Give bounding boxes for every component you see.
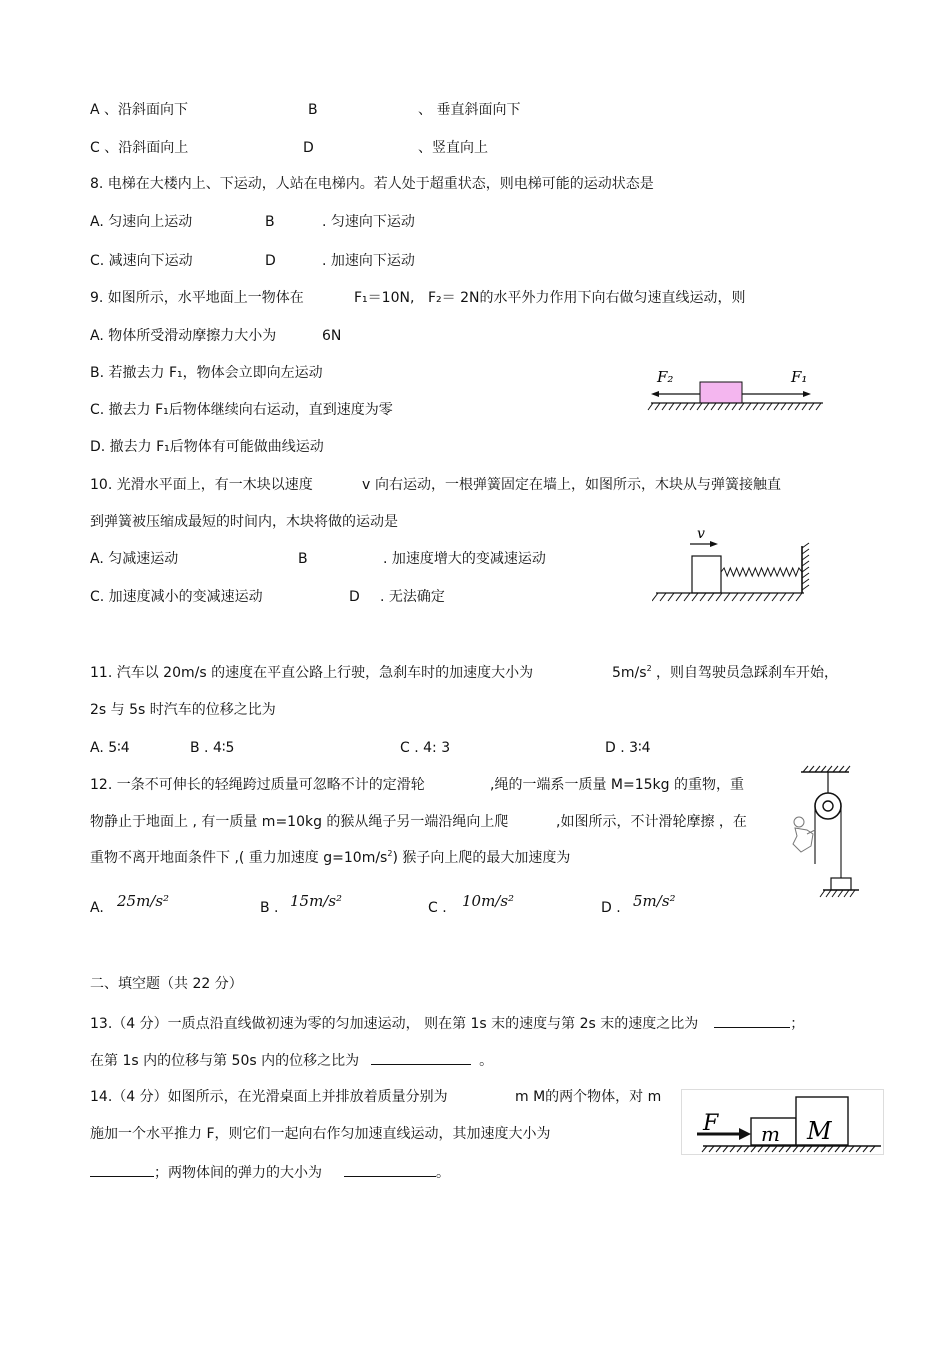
- hatch-mark: [774, 403, 779, 410]
- hatch-mark: [756, 593, 762, 601]
- q10-stem-line1-suffix: 向右运动，一根弹簧固定在墙上，如图所示，木块从与弹簧接触直: [375, 477, 781, 493]
- hatch-mark: [816, 403, 821, 410]
- q7-option-a: A 、沿斜面向下: [90, 102, 189, 118]
- hatch-mark: [833, 766, 838, 772]
- hatch-mark: [850, 890, 855, 897]
- q12-option-a-value: 25m/s²: [117, 892, 170, 910]
- q9-option-d: D. 撤去力 F₁后物体有可能做曲线运动: [90, 439, 324, 455]
- q10-block: [692, 556, 721, 593]
- q9-option-b: B. 若撤去力 F₁，物体会立即向左运动: [90, 365, 323, 381]
- q12-pulley-axle: [823, 801, 833, 811]
- q13-blank-2[interactable]: [371, 1050, 471, 1065]
- hatch-mark: [748, 593, 754, 601]
- hatch-mark: [815, 766, 820, 772]
- q9-figure-label-right: F₁: [791, 368, 808, 386]
- hatch-mark: [832, 890, 837, 897]
- hatch-mark: [839, 766, 844, 772]
- q11-acceleration: $5m/s^2$: [612, 664, 652, 681]
- hatch-mark: [802, 567, 809, 572]
- q12-option-a-letter: A.: [90, 900, 104, 916]
- q12-stem-line2-suffix: ,如图所示，不计滑轮摩擦 ，在: [556, 814, 747, 830]
- hatch-mark: [802, 561, 809, 566]
- q10-ground-hatch: [652, 593, 802, 601]
- hatch-mark: [760, 403, 765, 410]
- q10-option-d-text: . 无法确定: [380, 589, 445, 605]
- q14-figure: [681, 1089, 884, 1155]
- hatch-mark: [767, 403, 772, 410]
- hatch-mark: [803, 766, 808, 772]
- q11-option-a: A. 5∶4: [90, 740, 130, 756]
- hatch-mark: [669, 403, 674, 410]
- hatch-mark: [802, 579, 809, 584]
- hatch-mark: [724, 593, 730, 601]
- hatch-mark: [795, 403, 800, 410]
- q8-option-b-text: . 匀速向下运动: [322, 214, 415, 230]
- hatch-mark: [802, 543, 809, 548]
- q13-line1: 13.（4 分）一质点沿直线做初速为零的匀加速运动， 则在第 1s 末的速度与第 2s 末的速度之比为 ；: [90, 1013, 804, 1033]
- q8-option-c: C. 减速向下运动: [90, 253, 193, 269]
- hatch-mark: [844, 890, 849, 897]
- q11-option-b: B . 4∶5: [190, 740, 235, 756]
- q11-stem-line1-prefix: 11. 汽车以 20m/s 的速度在平直公路上行驶，急刹车时的加速度大小为: [90, 665, 534, 681]
- hatch-mark: [692, 593, 698, 601]
- hatch-mark: [676, 593, 682, 601]
- hatch-mark: [718, 403, 723, 410]
- hatch-mark: [809, 766, 814, 772]
- q9-block: [700, 382, 742, 403]
- q11-acceleration-exponent: 2: [646, 664, 652, 673]
- q8-option-b-letter: B: [265, 214, 275, 230]
- q11-stem-line1-suffix: ，则自驾驶员急踩刹车开始，: [656, 665, 838, 681]
- q10-option-c: C. 加速度减小的变减速运动: [90, 589, 263, 605]
- q13-line2: 在第 1s 内的位移与第 50s 内的位移之比为 。: [90, 1050, 493, 1070]
- hatch-mark: [802, 555, 809, 560]
- hatch-mark: [764, 593, 770, 601]
- hatch-mark: [788, 593, 794, 601]
- hatch-mark: [820, 890, 825, 897]
- hatch-mark: [660, 593, 666, 601]
- q10-stem-v: v: [362, 477, 371, 493]
- hatch-mark: [802, 573, 809, 578]
- q10-wall-hatch: [802, 543, 809, 590]
- q14-line2: 施加一个水平推力 F，则它们一起向右作匀加速直线运动，其加速度大小为: [90, 1126, 551, 1142]
- q14-line1-mid: m M的两个物体，对 m: [515, 1089, 662, 1105]
- hatch-mark: [802, 549, 809, 554]
- q9-figure: [645, 362, 830, 414]
- hatch-mark: [676, 403, 681, 410]
- hatch-mark: [781, 403, 786, 410]
- q14-blank-2[interactable]: [344, 1162, 436, 1177]
- hatch-mark: [716, 593, 722, 601]
- q14-line1-prefix: 14.（4 分）如图所示，在光滑桌面上并排放着质量分别为: [90, 1089, 448, 1105]
- hatch-mark: [826, 890, 831, 897]
- q10-option-a: A. 匀减速运动: [90, 551, 179, 567]
- q10-velocity-arrowhead-icon: [710, 541, 718, 547]
- q12-option-c-letter: C .: [428, 900, 447, 916]
- hatch-mark: [668, 593, 674, 601]
- hatch-mark: [697, 403, 702, 410]
- q12-stem-line1-prefix: 12. 一条不可伸长的轻绳跨过质量可忽略不计的定滑轮: [90, 777, 425, 793]
- hatch-mark: [746, 403, 751, 410]
- hatch-mark: [708, 593, 714, 601]
- hatch-mark: [796, 593, 802, 601]
- q10-figure: [652, 522, 817, 606]
- q12-weight: [831, 878, 851, 890]
- q9-ground-hatch: [648, 403, 821, 410]
- hatch-mark: [802, 403, 807, 410]
- q8-option-a: A. 匀速向上运动: [90, 214, 193, 230]
- hatch-mark: [648, 403, 653, 410]
- q9-figure-label-left: F₂: [657, 368, 674, 386]
- q10-stem-line2: 到弹簧被压缩成最短的时间内，木块将做的运动是: [90, 514, 398, 530]
- hatch-mark: [652, 593, 658, 601]
- q7-option-b-text: 、 垂直斜面向下: [418, 102, 521, 118]
- q7-option-d-text: 、竖直向上: [418, 140, 488, 156]
- hatch-mark: [700, 593, 706, 601]
- hatch-mark: [732, 403, 737, 410]
- q9-option-a-value: 6N: [322, 328, 342, 344]
- q10-option-d-letter: D: [349, 589, 360, 605]
- q14-figure-M-label: M: [807, 1117, 832, 1145]
- q11-option-c: C . 4: 3: [400, 740, 451, 756]
- q12-stem-line1-suffix: ,绳的一端系一质量 M=15kg 的重物，重: [490, 777, 744, 793]
- q8-option-d-text: . 加速向下运动: [322, 253, 415, 269]
- q14-figure-m-label: m: [761, 1122, 780, 1146]
- hatch-mark: [662, 403, 667, 410]
- q12-ground-hatch: [820, 890, 855, 897]
- hatch-mark: [788, 403, 793, 410]
- hatch-mark: [772, 593, 778, 601]
- hatch-mark: [802, 585, 809, 590]
- q9-stem-f2: F₂＝ 2N的水平外力作用下向右做匀速直线运动，则: [428, 290, 746, 306]
- q7-option-b-letter: B: [308, 102, 318, 118]
- hatch-mark: [690, 403, 695, 410]
- q10-stem-line1-prefix: 10. 光滑水平面上，有一木块以速度: [90, 477, 313, 493]
- hatch-mark: [780, 593, 786, 601]
- q10-option-b-letter: B: [298, 551, 308, 567]
- hatch-mark: [753, 403, 758, 410]
- q12-monkey-body: [793, 828, 813, 852]
- hatch-mark: [732, 593, 738, 601]
- q14-blank-1[interactable]: [90, 1162, 154, 1177]
- hatch-mark: [683, 403, 688, 410]
- q12-stem-line3: 重物不离开地面条件下 ,( 重力加速度 $g=10m/s^2$) 猴子向上爬的最大加速度为: [90, 849, 571, 866]
- q7-option-c: C 、沿斜面向上: [90, 140, 189, 156]
- q13-blank-1[interactable]: [714, 1013, 790, 1028]
- q9-option-a-text: A. 物体所受滑动摩擦力大小为: [90, 328, 277, 344]
- section2-title: 二、填空题（共 22 分）: [90, 976, 243, 992]
- q11-stem-line2: 2s 与 5s 时汽车的位移之比为: [90, 702, 276, 718]
- q8-stem: 8. 电梯在大楼内上、下运动，人站在电梯内。若人处于超重状态，则电梯可能的运动状态是: [90, 176, 654, 192]
- q12-option-c-value: 10m/s²: [462, 892, 515, 910]
- hatch-mark: [740, 593, 746, 601]
- hatch-mark: [827, 766, 832, 772]
- hatch-mark: [838, 890, 843, 897]
- q12-option-b-letter: B .: [260, 900, 279, 916]
- q10-option-b-text: . 加速度增大的变减速运动: [383, 551, 546, 567]
- q7-option-d-letter: D: [303, 140, 314, 156]
- q10-spring: [721, 568, 802, 576]
- hatch-mark: [704, 403, 709, 410]
- hatch-mark: [655, 403, 660, 410]
- q12-option-d-value: 5m/s²: [633, 892, 676, 910]
- q9-arrowhead-right-icon: [803, 391, 811, 397]
- hatch-mark: [845, 766, 850, 772]
- q12-figure: [785, 764, 865, 906]
- q12-monkey-head: [794, 817, 804, 827]
- q12-ceiling-hatch: [803, 766, 850, 772]
- hatch-mark: [684, 593, 690, 601]
- q14-figure-f-label: F: [703, 1111, 719, 1136]
- q12-gravity-exponent: 2: [387, 849, 393, 858]
- q8-option-d-letter: D: [265, 253, 276, 269]
- q9-option-c: C. 撤去力 F₁后物体继续向右运动，直到速度为零: [90, 402, 393, 418]
- hatch-mark: [711, 403, 716, 410]
- hatch-mark: [809, 403, 814, 410]
- q12-option-b-value: 15m/s²: [290, 892, 343, 910]
- hatch-mark: [739, 403, 744, 410]
- q9-stem-prefix: 9. 如图所示，水平地面上一物体在: [90, 290, 304, 306]
- q12-stem-line2-prefix: 物静止于地面上 , 有一质量 m=10kg 的猴从绳子另一端沿绳向上爬: [90, 814, 509, 830]
- q10-figure-v-label: v: [697, 526, 705, 542]
- q14-line3: ；两物体间的弹力的大小为 。: [90, 1162, 450, 1182]
- hatch-mark: [725, 403, 730, 410]
- q9-stem-f1: F₁＝10N,: [354, 290, 415, 306]
- q12-option-d-letter: D .: [601, 900, 621, 916]
- hatch-mark: [821, 766, 826, 772]
- q9-arrowhead-left-icon: [651, 391, 659, 397]
- q11-option-d: D . 3∶4: [605, 740, 651, 756]
